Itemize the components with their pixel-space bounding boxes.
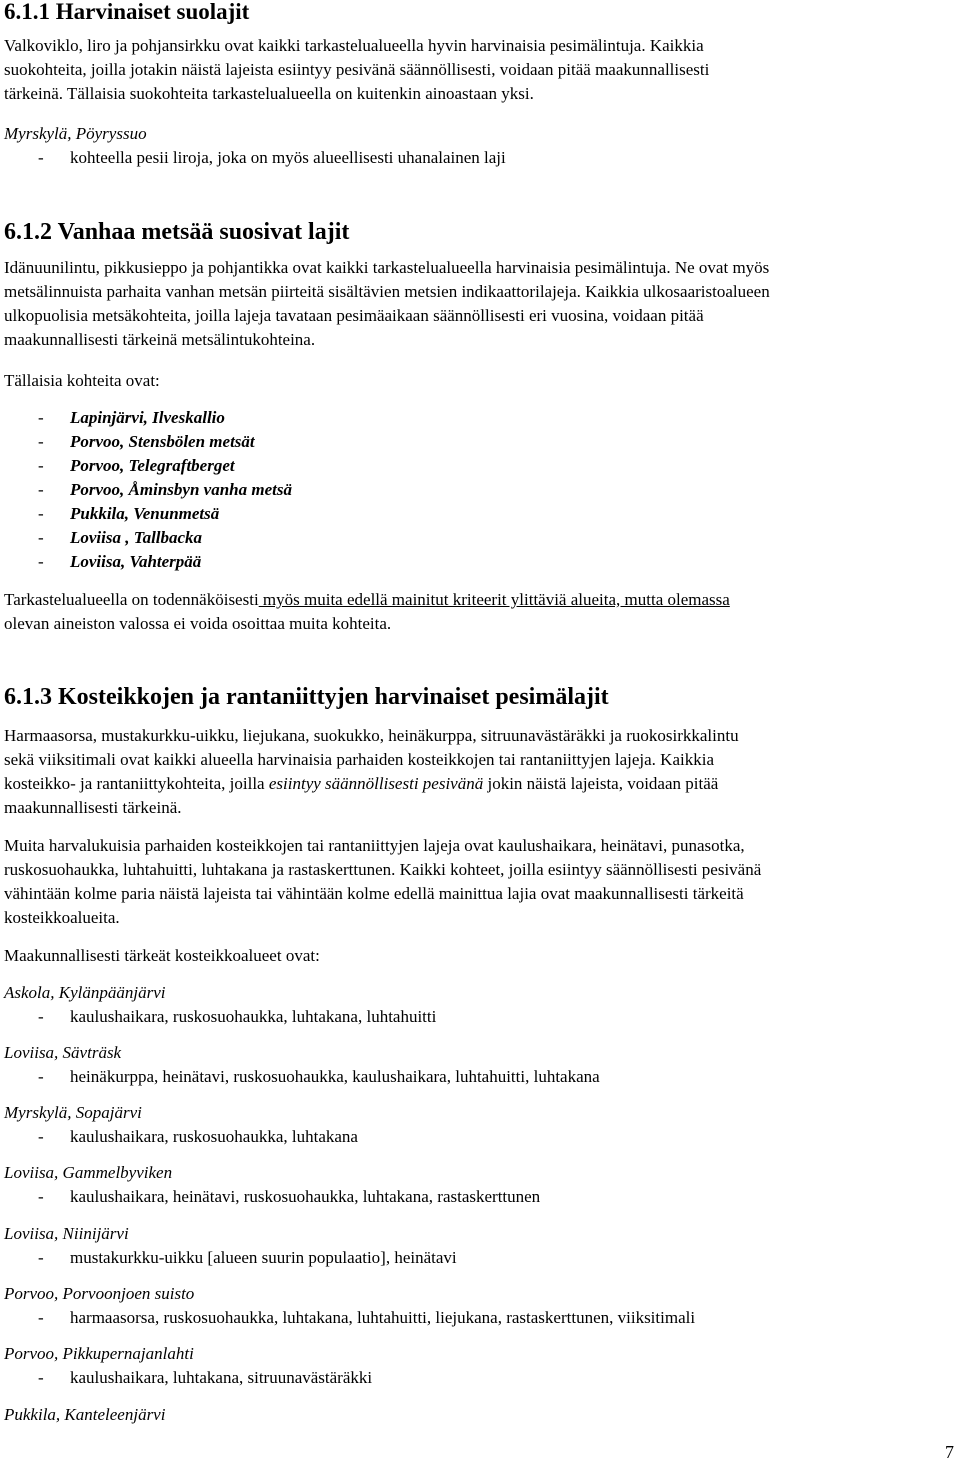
dash-bullet: - [38, 1067, 44, 1086]
text-run: Tarkastelualueella on todennäköisesti [4, 590, 259, 609]
paragraph [4, 34, 954, 106]
site-name: Porvoo, Telegraftberget [70, 456, 235, 475]
site-name: Porvoo, Pikkupernajanlahti [4, 1344, 194, 1363]
text-line: vähintään kolme paria näistä lajeista tai vähintään kolme edellä mainittua lajia ovat maakunnallisesti tärkeitä [4, 884, 744, 903]
section-heading-6-1-1: 6.1.1 Harvinaiset suolajit [4, 0, 250, 24]
site-note: kohteella pesii liroja, joka on myös alueellisesti uhanalainen laji [70, 148, 506, 167]
site-name: Loviisa, Sävträsk [4, 1043, 122, 1062]
site-name: Lapinjärvi, Ilveskallio [70, 408, 225, 427]
wetland-entry [4, 1282, 954, 1330]
text-line: sekä viiksitimali ovat kaikki alueella harvinaisia parhaiden kosteikkojen tai rantaniittyjen lajeja. Kaikkia [4, 750, 714, 769]
species-list: mustakurkku-uikku [alueen suurin populaatio], heinätavi [70, 1248, 457, 1267]
list-item [4, 526, 954, 550]
text-line: olevan aineiston valossa ei voida osoittaa muita kohteita. [4, 614, 392, 633]
text-line [4, 588, 954, 612]
site-name: Pukkila, Kanteleenjärvi [4, 1405, 166, 1424]
wetland-entry [4, 981, 954, 1029]
site-name: Pukkila, Venunmetsä [70, 504, 220, 523]
wetland-entry [4, 1222, 954, 1270]
site-name: Porvoo, Porvoonjoen suisto [4, 1284, 195, 1303]
text-run: jokin näistä lajeista, voidaan pitää [483, 774, 719, 793]
dash-bullet: - [38, 552, 44, 571]
species-list: harmaasorsa, ruskosuohaukka, luhtakana, luhtahuitti, liejukana, rastaskerttunen, viiksitimali [70, 1308, 696, 1327]
site-name: Askola, Kylänpäänjärvi [4, 983, 166, 1002]
list-intro: Maakunnallisesti tärkeät kosteikkoalueet ovat: [4, 946, 320, 965]
text-run: myös muita edellä mainitut kriteerit ylittäviä alueita, mutta olemassa [258, 590, 730, 609]
text-run: kosteikko- ja rantaniittykohteita, joilla [4, 774, 269, 793]
text-line: metsälinnuista parhaita vanhan metsän piirteitä sisältävien metsien indikaattorilajeja. Kaikkia ulkosaaristoalueen [4, 282, 770, 301]
text-line: suokohteita, joilla jotakin näistä lajeista esiintyy pesivänä säännöllisesti, voidaan pitää maakunnallisesti [4, 60, 710, 79]
site-name: Myrskylä, Pöyryssuo [4, 124, 147, 143]
list-intro: Tällaisia kohteita ovat: [4, 371, 160, 390]
dash-bullet: - [38, 504, 44, 523]
species-line [4, 1005, 954, 1029]
species-list: kaulushaikara, heinätavi, ruskosuohaukka, luhtakana, rastaskerttunen [70, 1187, 541, 1206]
species-line [4, 1246, 954, 1270]
site-name: Loviisa, Niinijärvi [4, 1224, 129, 1243]
species-list: heinäkurppa, heinätavi, ruskosuohaukka, kaulushaikara, luhtahuitti, luhtakana [70, 1067, 600, 1086]
species-line [4, 1125, 954, 1149]
list-item [4, 430, 954, 454]
dash-bullet: - [38, 1187, 44, 1206]
list-item [4, 406, 954, 430]
dash-bullet: - [38, 480, 44, 499]
species-line [4, 1366, 954, 1390]
site-name: Loviisa, Gammelbyviken [4, 1163, 173, 1182]
list-item [4, 502, 954, 526]
site-name: Porvoo, Stensbölen metsät [70, 432, 255, 451]
dash-bullet: - [38, 408, 44, 427]
text-line: tärkeinä. Tällaisia suokohteita tarkastelualueella on kuitenkin ainoastaan yksi. [4, 84, 534, 103]
site-name: Porvoo, Åminsbyn vanha metsä [70, 480, 292, 499]
dash-bullet: - [38, 1248, 44, 1267]
wetland-entry [4, 1101, 954, 1149]
paragraph [4, 724, 954, 820]
species-line [4, 1306, 954, 1330]
text-line [4, 772, 954, 796]
page-number: 7 [945, 1442, 954, 1462]
dash-bullet: - [38, 1007, 44, 1026]
list-item [4, 146, 954, 170]
text-line: Harmaasorsa, mustakurkku-uikku, liejukana, suokukko, heinäkurppa, sitruunavästäräkki ja ruokosirkkalintu [4, 726, 739, 745]
dash-bullet: - [38, 528, 44, 547]
paragraph [4, 834, 954, 930]
text-run-italic: esiintyy säännöllisesti pesivänä [268, 774, 484, 793]
list-item [4, 550, 954, 574]
species-line [4, 1185, 954, 1209]
text-line: maakunnallisesti tärkeinä. [4, 798, 182, 817]
text-line: ruskosuohaukka, luhtahuitti, luhtakana ja rastaskerttunen. Kaikki kohteet, joilla esiintyy säännöllisesti pesivänä [4, 860, 762, 879]
text-line: maakunnallisesti tärkeinä metsälintukohteina. [4, 330, 316, 349]
dash-bullet: - [38, 432, 44, 451]
section-heading-6-1-2: 6.1.2 Vanhaa metsää suosivat lajit [4, 219, 350, 245]
site-name: Loviisa, Vahterpää [70, 552, 202, 571]
species-list: kaulushaikara, ruskosuohaukka, luhtakana [70, 1127, 358, 1146]
dash-bullet: - [38, 456, 44, 475]
dash-bullet: - [38, 1368, 44, 1387]
section-heading-6-1-3: 6.1.3 Kosteikkojen ja rantaniittyjen harvinaiset pesimälajit [4, 684, 609, 710]
dash-bullet: - [38, 1127, 44, 1146]
text-line: kosteikkoalueita. [4, 908, 120, 927]
species-line [4, 1065, 954, 1089]
paragraph [4, 588, 954, 636]
site-name: Loviisa , Tallbacka [70, 528, 203, 547]
dash-bullet: - [38, 1308, 44, 1327]
species-list: kaulushaikara, luhtakana, sitruunavästäräkki [70, 1368, 373, 1387]
list-item [4, 478, 954, 502]
wetland-entry [4, 1041, 954, 1089]
text-line: Valkoviklo, liro ja pohjansirkku ovat kaikki tarkastelualueella hyvin harvinaisia pesimälintuja. Kaikkia [4, 36, 704, 55]
wetland-entry [4, 1342, 954, 1390]
text-line: Idänuunilintu, pikkusieppo ja pohjantikka ovat kaikki tarkastelualueella harvinaisia pesimälintuja. Ne ovat myös [4, 258, 770, 277]
wetland-entry [4, 1161, 954, 1209]
site-list [4, 406, 954, 574]
dash-bullet: - [38, 148, 44, 167]
paragraph [4, 256, 954, 352]
species-list: kaulushaikara, ruskosuohaukka, luhtakana, luhtahuitti [70, 1007, 437, 1026]
text-line: Muita harvalukuisia parhaiden kosteikkojen tai rantaniittyjen lajeja ovat kaulushaikara, heinätavi, punasotka, [4, 836, 745, 855]
text-line: ulkopuolisia metsäkohteita, joilla lajeja tavataan pesimäaikaan säännöllisesti eri vuosina, voidaan pitää [4, 306, 704, 325]
site-name: Myrskylä, Sopajärvi [4, 1103, 142, 1122]
list-item [4, 454, 954, 478]
